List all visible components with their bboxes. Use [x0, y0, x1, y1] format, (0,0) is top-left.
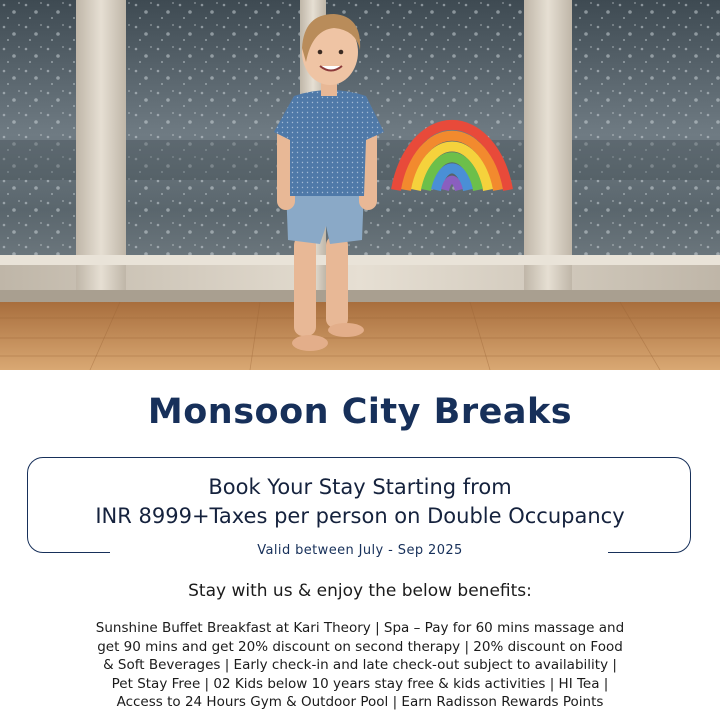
wood-floor	[0, 302, 720, 370]
benefits-line: get 90 mins and get 20% discount on second therapy | 20% discount on Food	[97, 638, 623, 655]
offer-headline: Book Your Stay Starting from	[208, 475, 512, 499]
benefits-line: Pet Stay Free | 02 Kids below 10 years stay free & kids activities | HI Tea |	[111, 675, 609, 692]
offer-validity: Valid between July - Sep 2025	[257, 543, 463, 558]
benefits-line: Access to 24 Hours Gym & Outdoor Pool | Earn Radisson Rewards Points	[116, 694, 604, 710]
offer-price: INR 8999+Taxes per person on Double Occupancy	[95, 504, 625, 528]
benefits-heading: Stay with us & enjoy the below benefits:	[188, 581, 532, 601]
page-title: Monsoon City Breaks	[147, 392, 573, 432]
benefits-list	[20, 619, 700, 712]
benefits-line: & Soft Beverages | Early check-in and late check-out subject to availability |	[103, 657, 617, 673]
benefits-line: Sunshine Buffet Breakfast at Kari Theory | Spa – Pay for 60 mins massage and	[95, 620, 625, 636]
